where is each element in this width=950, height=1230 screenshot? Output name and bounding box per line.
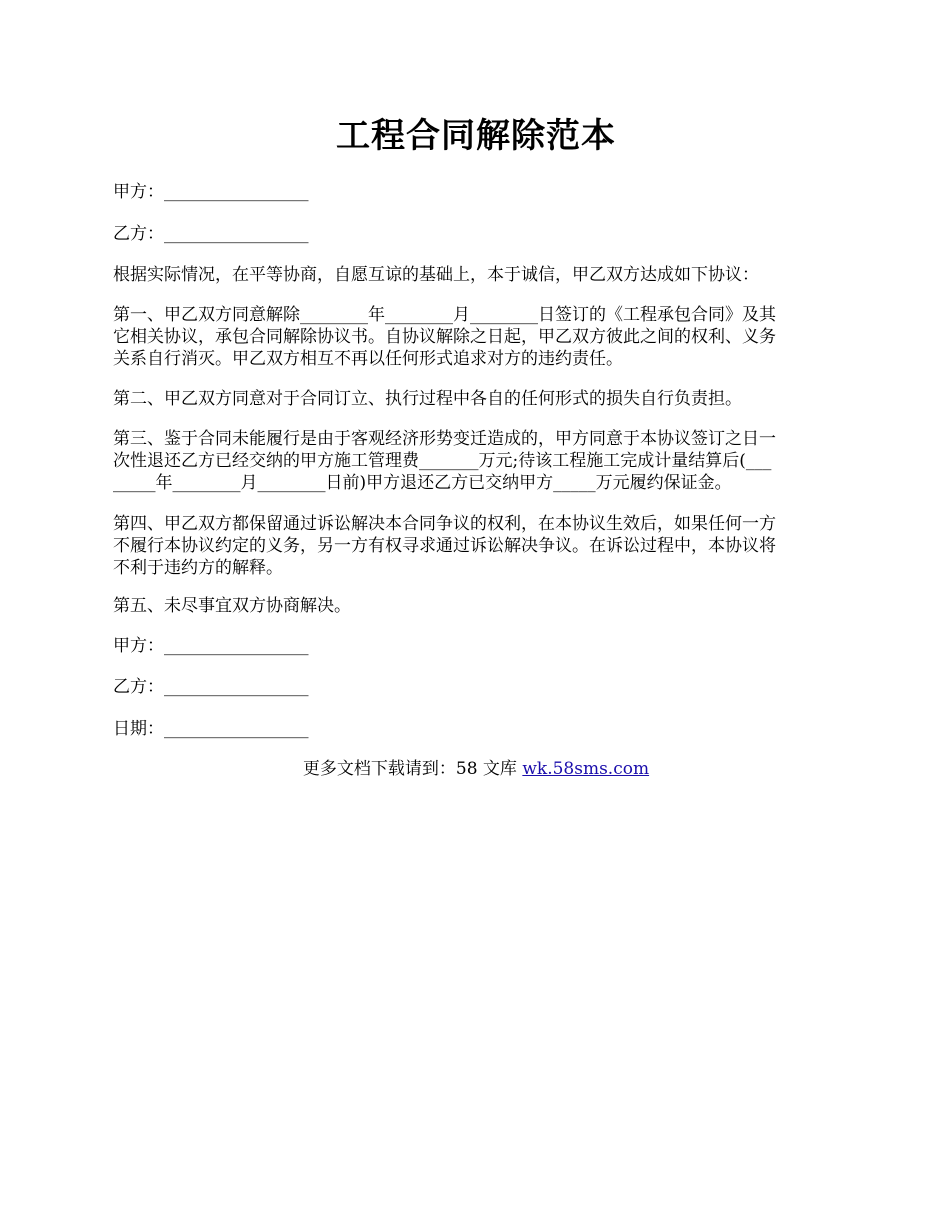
footer-text: 更多文档下载请到：58 文库 <box>302 759 523 779</box>
clause-1-line: 它相关协议，承包合同解除协议书。自协议解除之日起，甲乙双方彼此之间的权利、义务 <box>113 327 776 347</box>
party-b-top: 乙方：_________________ <box>113 224 309 244</box>
clause-3 <box>113 428 839 494</box>
clause-5: 第五、未尽事宜双方协商解决。 <box>113 596 351 616</box>
party-b-bottom: 乙方：_________________ <box>113 677 309 697</box>
footer <box>113 758 839 780</box>
clause-1-line: 关系自行消灭。甲乙双方相互不再以任何形式追求对方的违约责任。 <box>113 349 623 369</box>
clause-4-line: 第四、甲乙双方都保留通过诉讼解决本合同争议的权利，在本协议生效后，如果任何一方 <box>113 514 776 534</box>
clause-4-line: 不履行本协议约定的义务，另一方有权寻求通过诉讼解决争议。在诉讼过程中，本协议将 <box>113 536 776 556</box>
clause-2: 第二、甲乙双方同意对于合同订立、执行过程中各自的任何形式的损失自行负责担。 <box>113 389 742 409</box>
clause-1-line: 第一、甲乙双方同意解除________年________月________日签订的《工程承包合同》及其 <box>113 305 776 325</box>
document-title: 工程合同解除范本 <box>336 116 616 156</box>
clause-3-line: 第三、鉴于合同未能履行是由于客观经济形势变迁造成的，甲方同意于本协议签订之日一 <box>113 429 776 449</box>
clause-1 <box>113 304 839 370</box>
party-a-top: 甲方：_________________ <box>113 182 309 202</box>
clause-4 <box>113 513 839 579</box>
party-a-bottom: 甲方：_________________ <box>113 636 309 656</box>
date-line: 日期：_________________ <box>113 719 309 739</box>
clause-4-line: 不利于违约方的解释。 <box>113 558 283 578</box>
clause-3-line: _____年________月________日前)甲方退还乙方已交纳甲方_____万元履约保证金。 <box>113 473 732 493</box>
clause-3-line: 次性退还乙方已经交纳的甲方施工管理费_______万元;待该工程施工完成计量结算后(___ <box>113 451 772 471</box>
intro-paragraph: 根据实际情况，在平等协商，自愿互谅的基础上，本于诚信，甲乙双方达成如下协议： <box>113 265 759 285</box>
footer-link[interactable]: wk.58sms.com <box>522 759 650 779</box>
